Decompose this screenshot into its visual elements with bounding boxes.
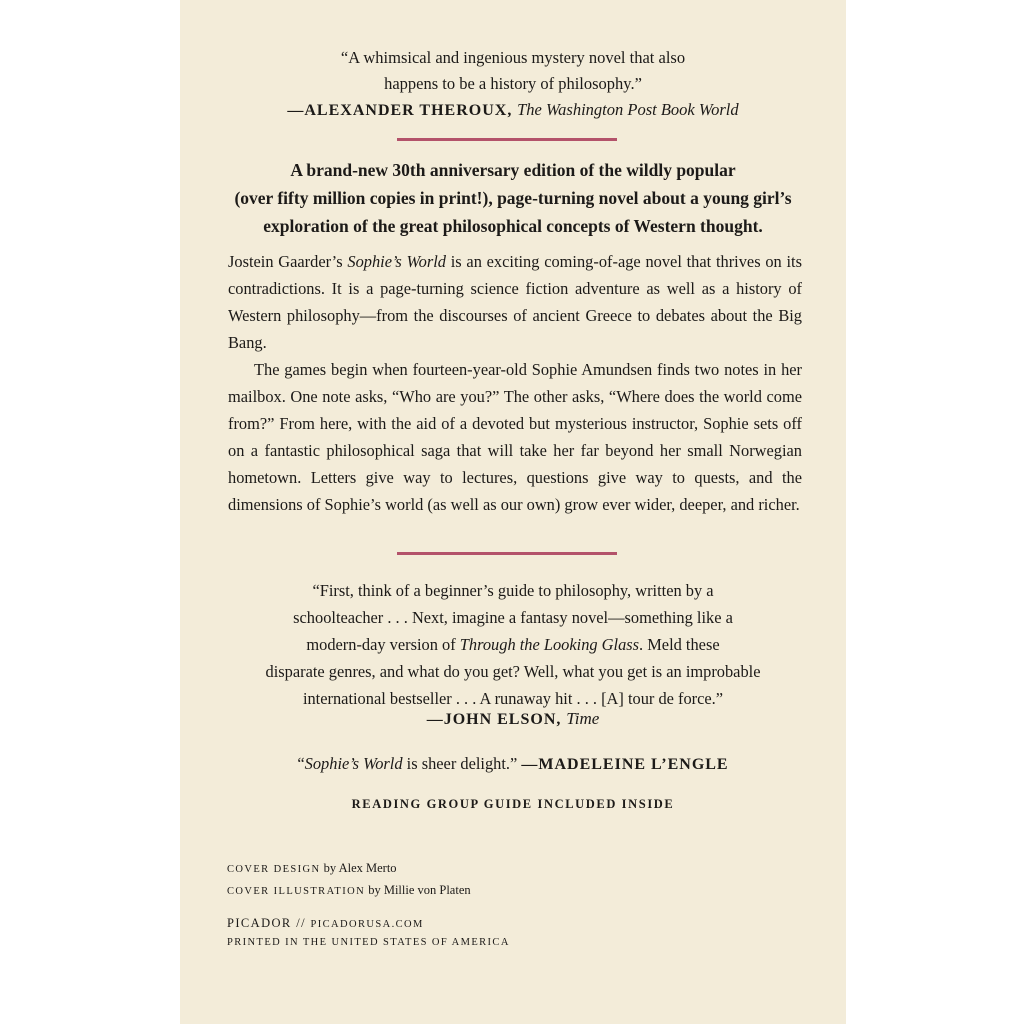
book-back-cover: [180, 0, 846, 1024]
quote-line: [180, 631, 846, 658]
credit-label: COVER DESIGN: [227, 864, 321, 875]
description-body: [228, 248, 802, 518]
quote-theroux: [180, 45, 846, 124]
quote-attribution: [180, 97, 846, 124]
quote-lengle: [180, 754, 846, 774]
attribution-source: The Washington Post Book World: [517, 100, 739, 119]
credit-name: by Millie von Platen: [365, 883, 471, 897]
quote-attribution: [180, 709, 846, 729]
illustration-credit: [227, 880, 471, 902]
publisher-line: [227, 914, 510, 934]
attribution-author: —JOHN ELSON,: [426, 711, 562, 728]
text-span: Jostein Gaarder’s: [228, 252, 348, 271]
divider-rule: [397, 552, 617, 555]
quote-line: disparate genres, and what do you get? Well, what you get is an improbable: [265, 662, 761, 681]
lead-line: exploration of the great philosophical concepts of Western thought.: [263, 216, 763, 236]
credit-label: COVER ILLUSTRATION: [227, 886, 366, 897]
quote-line: happens to be a history of philosophy.”: [384, 74, 642, 93]
quote-line: schoolteacher . . . Next, imagine a fantasy novel—something like a: [293, 608, 733, 627]
divider-rule: [397, 138, 617, 141]
book-title: Sophie’s World: [347, 252, 446, 271]
lead-blurb: [180, 156, 846, 240]
attribution-author: —MADELEINE L’ENGLE: [521, 756, 729, 773]
text-span: is an exciting coming-of-age novel that thrives on its contradictions. It is a page-turning science fiction adventure as well as a history of Western philosophy—from the discourses of ancient Greece to debates about the Big Bang.: [228, 252, 802, 352]
printed-in: PRINTED IN THE UNITED STATES OF AMERICA: [227, 937, 510, 948]
design-credit: [227, 858, 471, 880]
lead-line: (over fifty million copies in print!), page-turning novel about a young girl’s: [234, 188, 792, 208]
book-title: Sophie’s World: [304, 754, 403, 773]
quote-elson: [180, 577, 846, 712]
publisher-info: [227, 914, 510, 952]
text-span: “: [297, 754, 305, 773]
lead-line: A brand-new 30th anniversary edition of the wildly popular: [290, 160, 736, 180]
text-span: . Meld these: [639, 635, 720, 654]
cover-credits: [227, 858, 471, 902]
book-title: Through the Looking Glass: [459, 635, 640, 654]
text-span: is sheer delight.”: [402, 754, 522, 773]
reading-guide-note: READING GROUP GUIDE INCLUDED INSIDE: [351, 797, 675, 811]
attribution-source: Time: [566, 709, 600, 728]
description-paragraph: [228, 248, 802, 356]
quote-line: “First, think of a beginner’s guide to philosophy, written by a: [312, 581, 714, 600]
quote-line: “A whimsical and ingenious mystery novel that also: [340, 48, 686, 67]
text-span: modern-day version of: [306, 635, 460, 654]
publisher-name: PICADOR //: [227, 916, 311, 930]
quote-line: international bestseller . . . A runaway hit . . . [A] tour de force.”: [302, 689, 724, 708]
credit-name: by Alex Merto: [320, 861, 397, 875]
publisher-url: PICADORUSA.COM: [310, 919, 424, 930]
description-paragraph: The games begin when fourteen-year-old Sophie Amundsen finds two notes in her mailbox. One note asks, “Who are you?” The other asks, “Where does the world come from?” From here, with the aid of a devoted but mysterious instructor, Sophie sets off on a fantastic philosophical saga that will take her far beyond her small Norwegian hometown. Letters give way to lectures, questions give way to quests, and the dimensions of Sophie’s world (as well as our own) grow ever wider, deeper, and richer.: [228, 360, 802, 514]
attribution-author: —ALEXANDER THEROUX,: [287, 102, 513, 119]
